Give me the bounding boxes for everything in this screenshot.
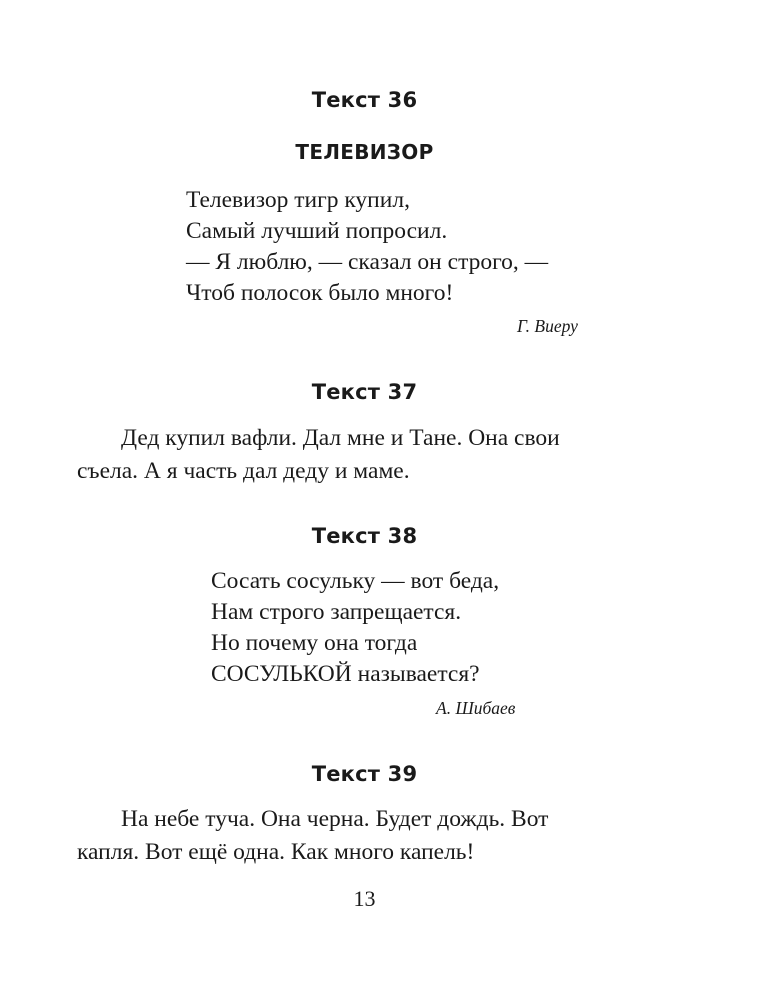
prose-line: Дед купил вафли. Дал мне и Тане. Она свои <box>121 425 560 451</box>
poem-line: Чтоб полосок было много! <box>186 280 454 306</box>
prose-line: капля. Вот ещё одна. Как много капель! <box>77 839 475 865</box>
prose-line: съела. А я часть дал деду и маме. <box>77 458 410 484</box>
poem-line: Сосать сосульку — вот беда, <box>211 568 500 594</box>
poem-line: Самый лучший попросил. <box>186 218 448 244</box>
poem-line: Телевизор тигр купил, <box>186 187 410 213</box>
text-37-heading: Текст 37 <box>311 380 418 404</box>
text-36-title: ТЕЛЕВИЗОР <box>295 140 434 164</box>
prose-line: На небе туча. Она черна. Будет дождь. Вот <box>121 806 549 832</box>
poem-line: Нам строго запрещается. <box>211 599 462 625</box>
text-36-poem <box>186 185 548 309</box>
poem-line: Но почему она тогда <box>211 630 418 656</box>
text-38-heading: Текст 38 <box>311 524 418 548</box>
text-39-body <box>77 803 667 869</box>
poem-line: СОСУЛЬКОЙ называется? <box>211 661 480 687</box>
text-36-heading: Текст 36 <box>311 88 418 112</box>
poem-line: — Я люблю, — сказал он строго, — <box>186 249 549 275</box>
text-37-body <box>77 422 667 488</box>
text-36-author: Г. Виеру <box>517 316 578 336</box>
text-39-heading: Текст 39 <box>311 762 418 786</box>
text-38-author: А. Шибаев <box>436 698 516 718</box>
text-38-poem <box>211 566 499 690</box>
page-number: 13 <box>353 886 376 911</box>
